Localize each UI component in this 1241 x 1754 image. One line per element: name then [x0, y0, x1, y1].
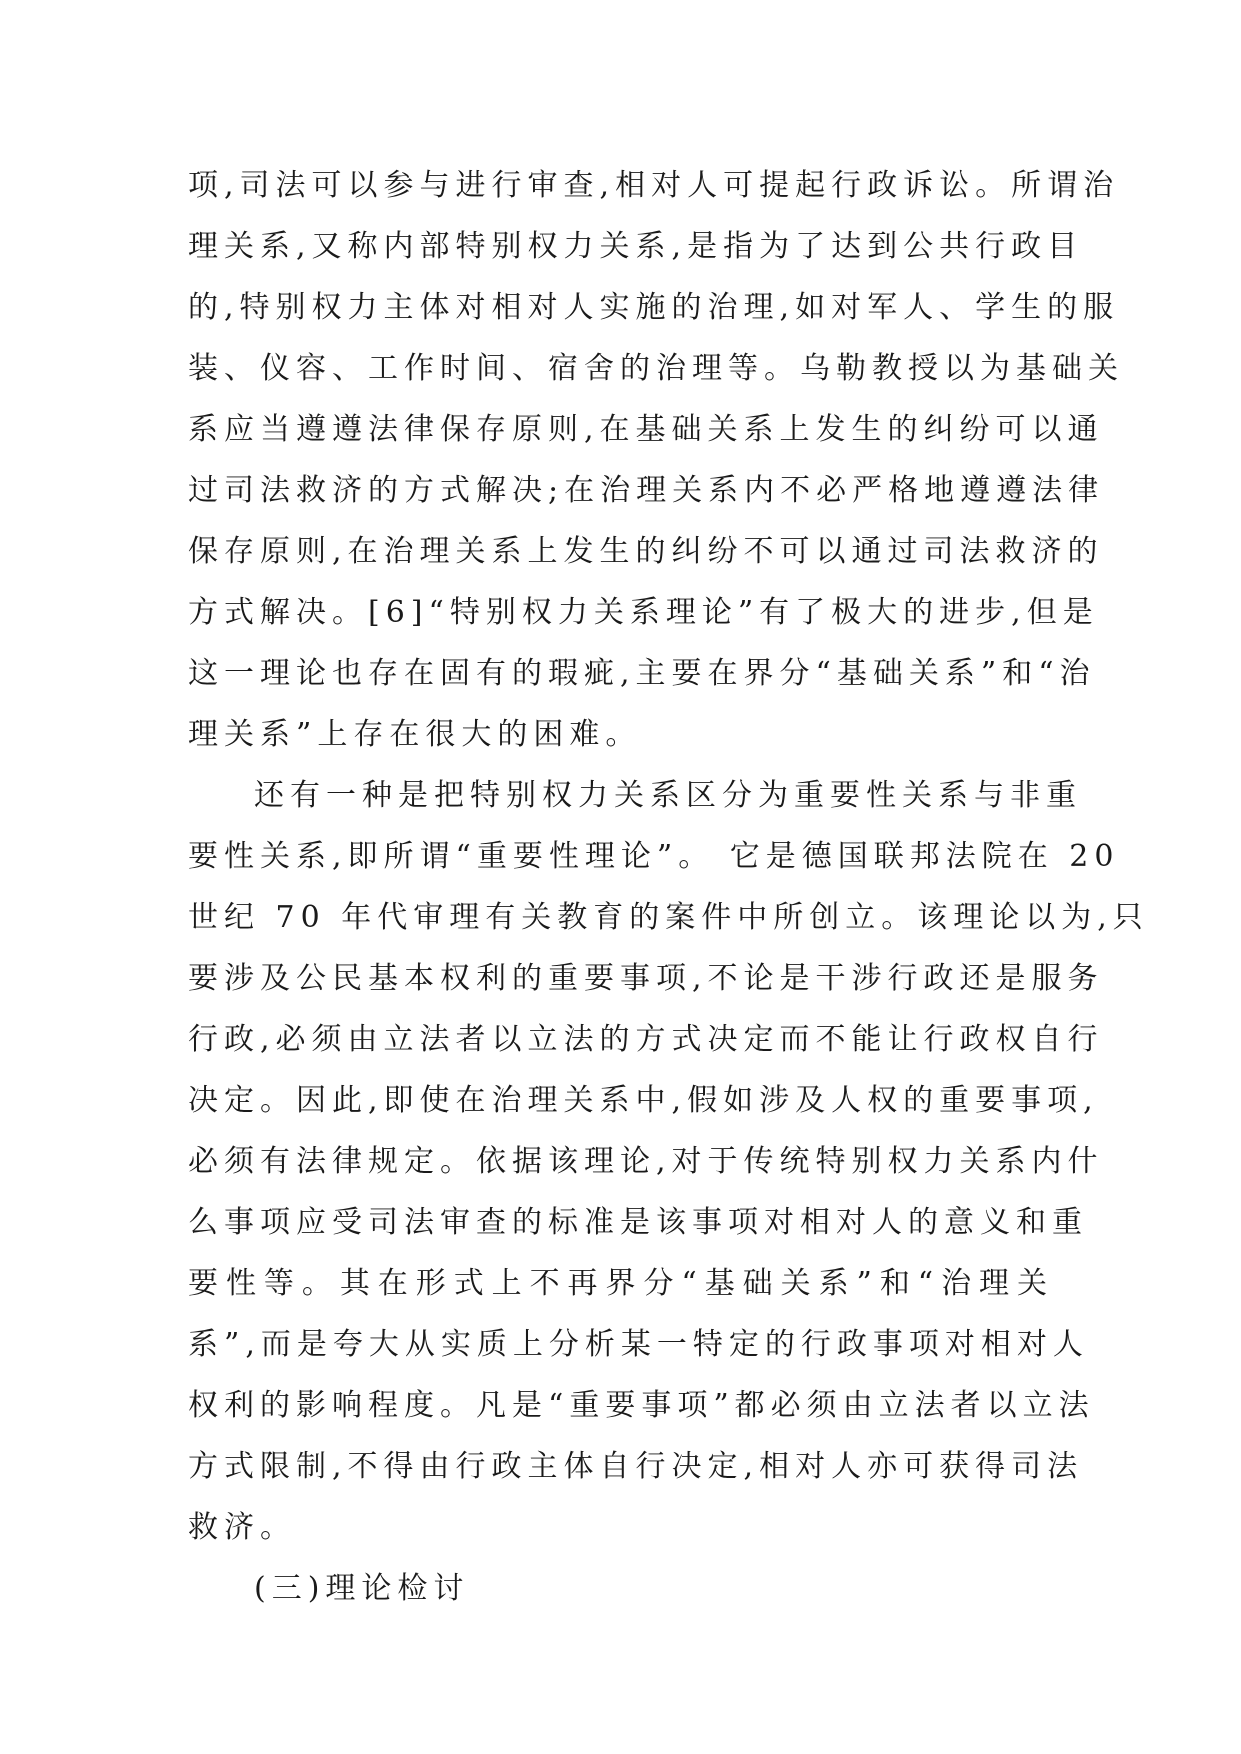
text-line: 还有一种是把特别权力关系区分为重要性关系与非重	[254, 778, 1082, 813]
text-line: 保存原则,在治理关系上发生的纠纷不可以通过司法救济的	[188, 534, 1104, 569]
text-line: 项,司法可以参与进行审查,相对人可提起行政诉讼。所谓治	[188, 168, 1120, 203]
text-line: 的,特别权力主体对相对人实施的治理,如对军人、学生的服	[188, 290, 1120, 325]
text-line: 权利的影响程度。凡是“重要事项”都必须由立法者以立法	[188, 1388, 1095, 1423]
text-line: 这一理论也存在固有的瑕疵,主要在界分“基础关系”和“治	[188, 656, 1096, 691]
text-line: 么事项应受司法审查的标准是该事项对相对人的意义和重	[188, 1205, 1088, 1240]
text-line: 方式解决。[6]“特别权力关系理论”有了极大的进步,但是	[188, 595, 1099, 630]
text-line: 行政,必须由立法者以立法的方式决定而不能让行政权自行	[188, 1022, 1104, 1057]
text-line: 系”,而是夸大从实质上分析某一特定的行政事项对相对人	[188, 1327, 1089, 1362]
text-line: 要性关系,即所谓“重要性理论”。 它是德国联邦法院在 20	[188, 839, 1120, 874]
section-heading: (三)理论检讨	[254, 1571, 470, 1606]
text-line: 理关系”上存在很大的困难。	[188, 717, 642, 752]
text-line: 世纪 70 年代审理有关教育的案件中所创立。该理论以为,只	[188, 900, 1149, 935]
text-line: 救济。	[188, 1510, 296, 1545]
text-line: 过司法救济的方式解决;在治理关系内不必严格地遵遵法律	[188, 473, 1105, 508]
paragraph-1	[188, 155, 1124, 765]
paragraph-2	[188, 765, 1149, 1558]
text-line: 理关系,又称内部特别权力关系,是指为了达到公共行政目	[188, 229, 1084, 264]
text-line: 决定。因此,即使在治理关系中,假如涉及人权的重要事项,	[188, 1083, 1099, 1118]
text-line: 要性等。其在形式上不再界分“基础关系”和“治理关	[188, 1266, 1053, 1301]
text-line: 装、仪容、工作时间、宿舍的治理等。乌勒教授以为基础关	[188, 351, 1124, 386]
text-line: 必须有法律规定。依据该理论,对于传统特别权力关系内什	[188, 1144, 1104, 1179]
section-heading-block	[188, 1558, 1053, 1619]
text-line: 要涉及公民基本权利的重要事项,不论是干涉行政还是服务	[188, 961, 1104, 996]
text-line: 方式限制,不得由行政主体自行决定,相对人亦可获得司法	[188, 1449, 1084, 1484]
text-line: 系应当遵遵法律保存原则,在基础关系上发生的纠纷可以通	[188, 412, 1104, 447]
